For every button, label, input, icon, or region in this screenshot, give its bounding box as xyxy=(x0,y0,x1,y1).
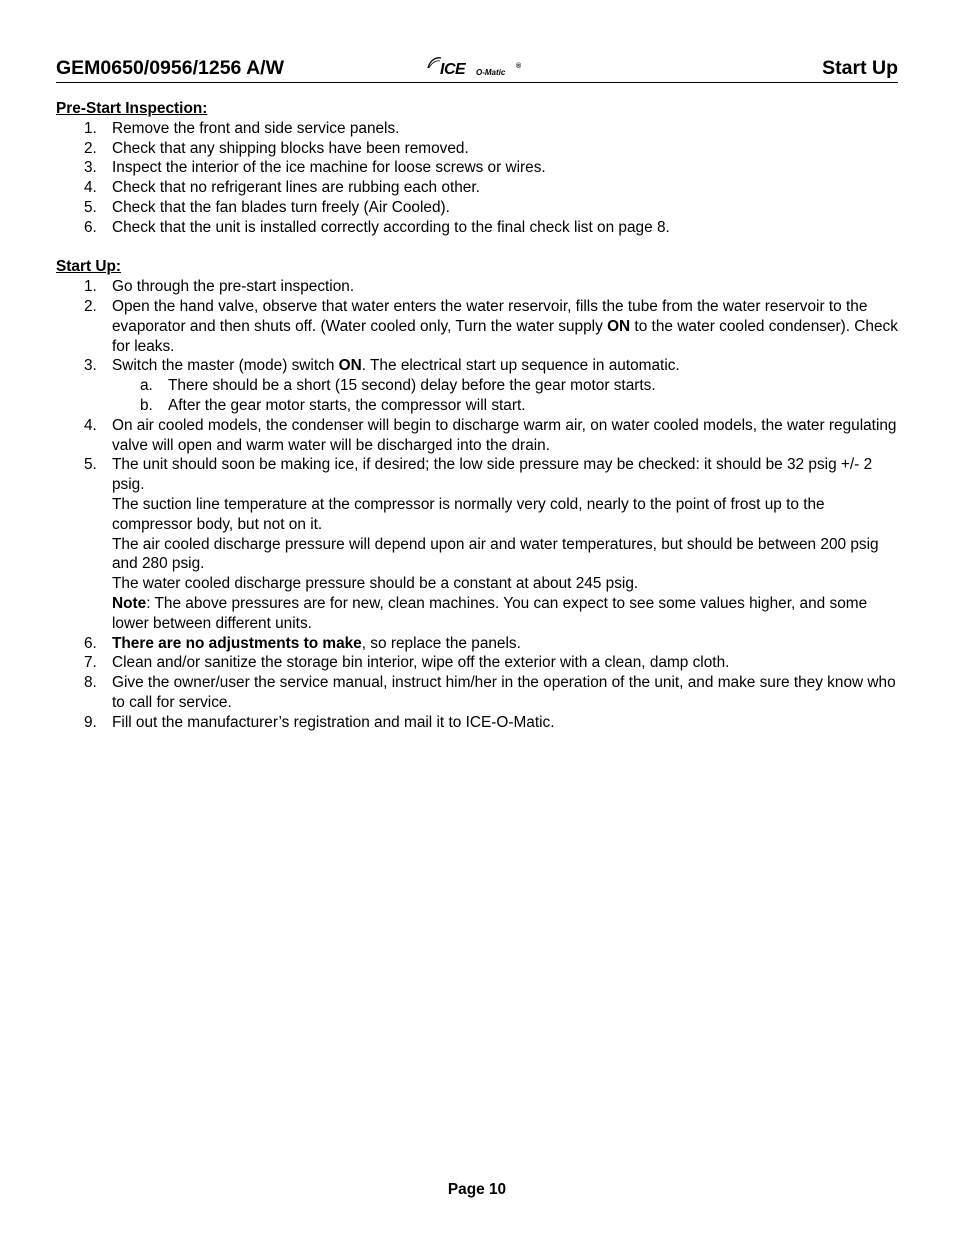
list-item: 5. Check that the fan blades turn freely (Air Cooled). xyxy=(84,198,450,216)
sub-list xyxy=(112,376,898,416)
list-item: 7. Clean and/or sanitize the storage bin interior, wipe off the exterior with a clean, damp cloth. xyxy=(84,654,730,672)
list-item: 1. Go through the pre-start inspection. xyxy=(84,278,355,296)
page-content xyxy=(56,99,898,733)
note-paragraph: Note: The above pressures are for new, clean machines. You can expect to see some values higher, and some lower between different units. xyxy=(112,594,868,632)
list-item: 5. The unit should soon be making ice, if desired; the low side pressure may be checked: it should be 32 psig +/- 2 psig. The suction line temperature at the compressor is normally very cold, nearly to the point of frost up to the compressor body, but not on it. The air cooled discharge pressure will depend upon air and water temperatures, but should be between 200 psig and 280 psig. The water cooled discharge pressure should be a constant at about 245 psig. Note: The above pressures are for new, clean machines. You can expect to see some values higher, and some lower between different units. xyxy=(56,455,898,633)
list-item: 1. Remove the front and side service panels. xyxy=(84,119,400,137)
list-item: 4. On air cooled models, the condenser will begin to discharge warm air, on water cooled models, the water regulating valve will open and warm water will be discharged into the drain. xyxy=(84,416,897,454)
pre-start-heading: Pre-Start Inspection: xyxy=(56,100,208,117)
pre-start-list xyxy=(56,119,898,238)
logo-registered-mark: ® xyxy=(516,63,522,70)
list-item: 6. There are no adjustments to make, so replace the panels. xyxy=(84,634,521,652)
list-item: 2. Open the hand valve, observe that water enters the water reservoir, fills the tube from the water reservoir to the evaporator and then shuts off. (Water cooled only, Turn the water supply ON to the water cooled condenser). Check for leaks. xyxy=(84,297,898,355)
spacer xyxy=(56,238,898,258)
ice-o-matic-logo xyxy=(426,56,536,80)
start-up-list xyxy=(56,277,898,732)
model-number: GEM0650/0956/1256 A/W xyxy=(56,57,284,79)
list-item: 8. Give the owner/user the service manual, instruct him/her in the operation of the unit, and make sure they know who to call for service. xyxy=(84,674,896,711)
sub-list-item: b. After the gear motor starts, the compressor will start. xyxy=(140,396,526,414)
list-item: 4. Check that no refrigerant lines are rubbing each other. xyxy=(84,179,480,197)
sub-list-item: a. There should be a short (15 second) delay before the gear motor starts. xyxy=(140,377,656,395)
list-item: 3. Inspect the interior of the ice machine for loose screws or wires. xyxy=(84,159,546,177)
start-up-heading: Start Up: xyxy=(56,258,121,276)
page-number: Page 10 xyxy=(447,1181,507,1198)
page-header xyxy=(56,56,898,83)
logo-omatic-text: O-Matic xyxy=(476,68,506,77)
list-item: 2. Check that any shipping blocks have been removed. xyxy=(84,139,469,157)
list-item: 9. Fill out the manufacturer’s registration and mail it to ICE-O-Matic. xyxy=(84,713,555,731)
list-item: 3. Switch the master (mode) switch ON. The electrical start up sequence in automatic. a. There should be a short (15 second) delay before the gear motor starts. b. After the gear motor starts, the compressor will start. xyxy=(56,356,898,415)
section-title: Start Up xyxy=(822,57,898,79)
logo-ice-text: ICE xyxy=(440,61,466,78)
list-item: 6. Check that the unit is installed correctly according to the final check list on page 8. xyxy=(84,218,670,236)
